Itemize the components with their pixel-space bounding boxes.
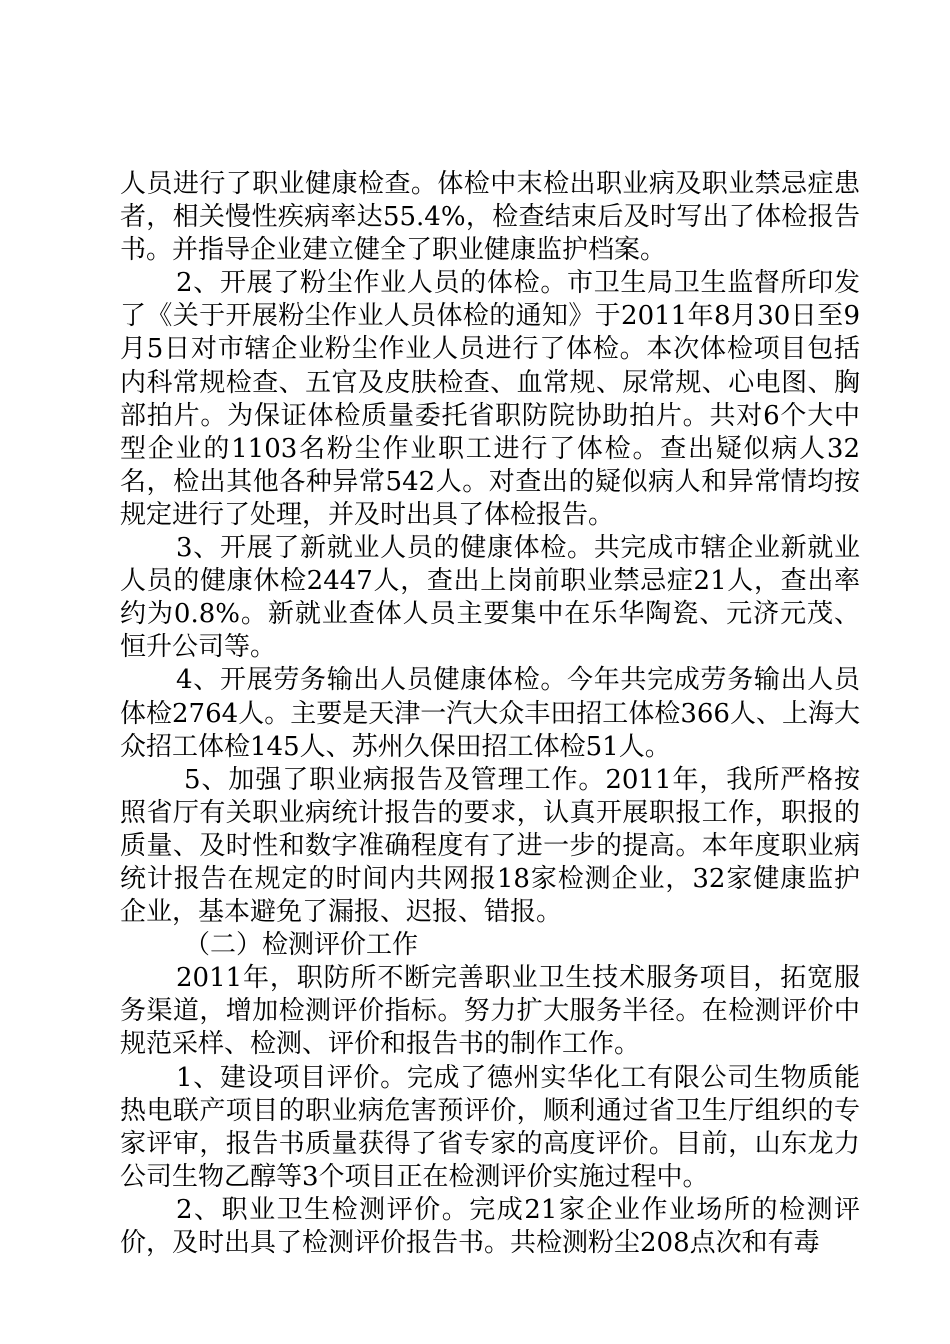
paragraph-dust-workers-exam: 2、开展了粉尘作业人员的体检。市卫生局卫生监督所印发了《关于开展粉尘作业人员体检的通知》于2011年8月30日至9月5日对市辖企业粉尘作业人员进行了体检。本次体检项目包括内科常规检查、五官及皮肤检查、血常规、尿常规、心电图、胸部拍片。为保证体检质量委托省职防院协助拍片。共对6个大中型企业的1103名粉尘作业职工进行了体检。查出疑似病人32名，检出其他各种异常542人。对查出的疑似病人和异常情均按规定进行了处理，并及时出具了体检报告。 [120, 268, 860, 530]
paragraph-workplace-testing: 2、职业卫生检测评价。完成21家企业作业场所的检测评价，及时出具了检测评价报告书。共检测粉尘208点次和有毒 [120, 1194, 860, 1258]
paragraph-new-employee-exam: 3、开展了新就业人员的健康体检。共完成市辖企业新就业人员的健康休检2447人，查出上岗前职业禁忌症21人，查出率约为0.8%。新就业查体人员主要集中在乐华陶瓷、元济元茂、恒升公司等。 [120, 533, 860, 663]
document-body [120, 168, 860, 1260]
section-heading-testing-evaluation: （二）检测评价工作 [184, 930, 419, 961]
paragraph-project-evaluation: 1、建设项目评价。完成了德州实华化工有限公司生物质能热电联产项目的职业病危害预评价，顺利通过省卫生厅组织的专家评审，报告书质量获得了省专家的高度评价。目前，山东龙力公司生物乙醇等3个项目正在检测评价实施过程中。 [120, 1062, 860, 1192]
paragraph-testing-evaluation-intro: 2011年，职防所不断完善职业卫生技术服务项目，拓宽服务渠道，增加检测评价指标。努力扩大服务半径。在检测评价中规范采样、检测、评价和报告书的制作工作。 [120, 963, 860, 1060]
paragraph-occupational-disease-report: 5、加强了职业病报告及管理工作。2011年，我所严格按照省厅有关职业病统计报告的要求，认真开展职报工作，职报的质量、及时性和数字准确程度有了进一步的提高。本年度职业病统计报告在规定的时间内共网报18家检测企业，32家健康监护企业，基本避免了漏报、迟报、错报。 [120, 764, 860, 928]
paragraph-labor-export-exam: 4、开展劳务输出人员健康体检。今年共完成劳务输出人员体检2764人。主要是天津一汽大众丰田招工体检366人、上海大众招工体检145人、苏州久保田招工体检51人。 [120, 665, 860, 762]
paragraph-health-exam-continued: 人员进行了职业健康检查。体检中末检出职业病及职业禁忌症患者，相关慢性疾病率达55.4%，检查结束后及时写出了体检报告书。并指导企业建立健全了职业健康监护档案。 [120, 169, 860, 266]
